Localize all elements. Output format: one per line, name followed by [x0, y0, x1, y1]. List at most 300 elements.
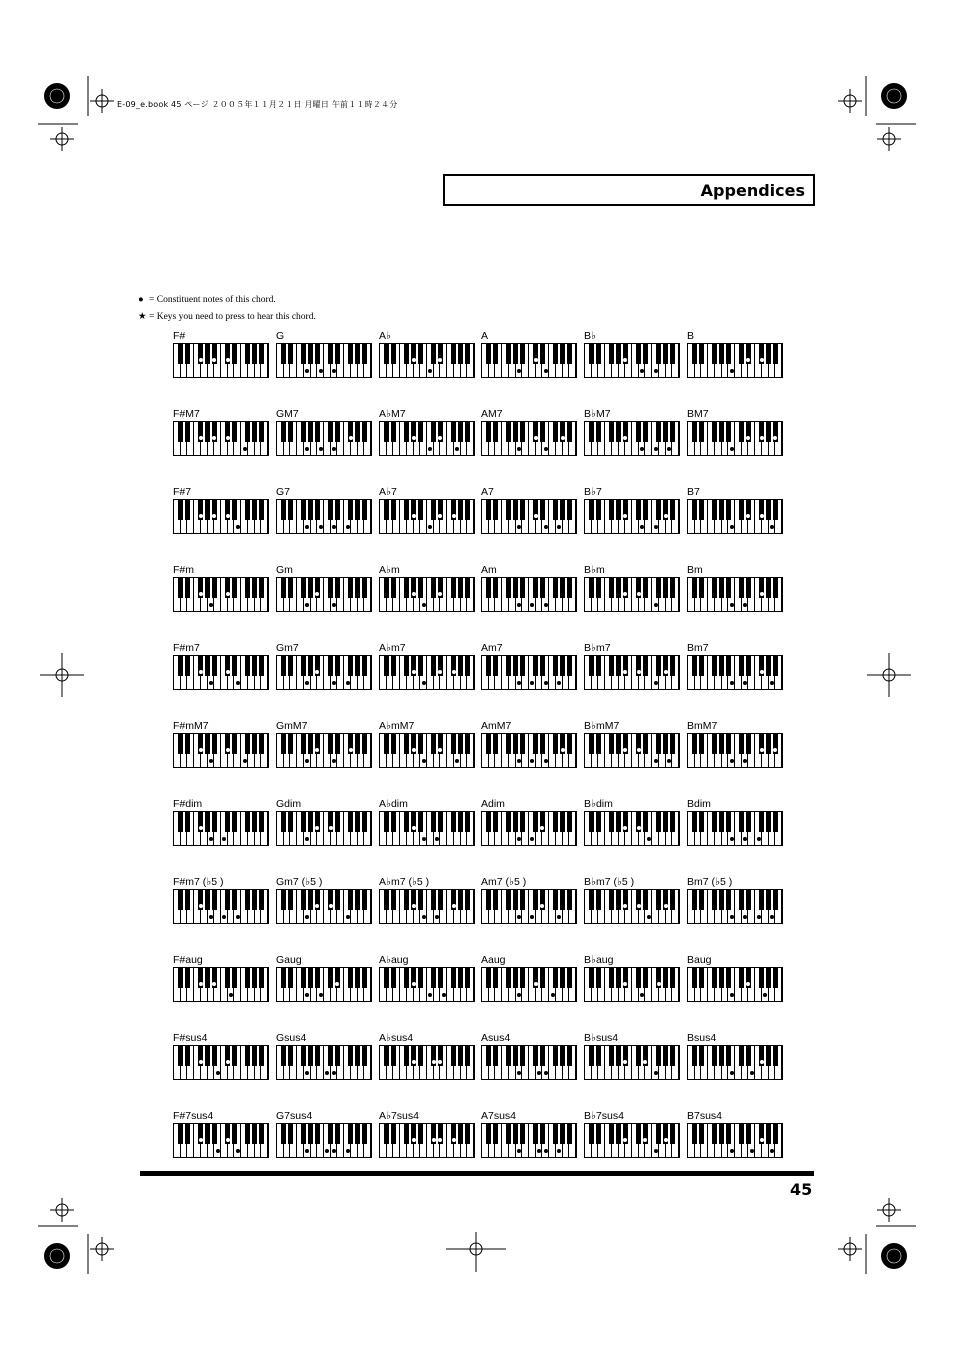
black-key	[670, 890, 675, 910]
black-key	[328, 968, 333, 988]
black-key	[205, 344, 210, 364]
black-key	[560, 968, 565, 988]
black-key	[567, 656, 572, 676]
black-key	[589, 656, 594, 676]
chord-name: A♭7	[379, 486, 397, 498]
star-icon: ★	[138, 312, 147, 322]
black-key	[232, 500, 237, 520]
black-key	[355, 734, 360, 754]
black-key	[726, 656, 731, 676]
black-key	[328, 500, 333, 520]
chord-name: A♭dim	[379, 798, 408, 810]
black-key	[520, 344, 525, 364]
note-dot	[199, 358, 203, 362]
black-key	[540, 1124, 545, 1144]
black-key	[670, 812, 675, 832]
black-key	[670, 734, 675, 754]
black-key	[288, 968, 293, 988]
chord-diagram	[687, 642, 783, 714]
black-key	[458, 656, 463, 676]
black-key	[391, 1124, 396, 1144]
black-key	[739, 656, 744, 676]
black-key	[636, 968, 641, 988]
note-dot	[199, 1138, 203, 1142]
black-key	[205, 734, 210, 754]
black-key	[506, 344, 511, 364]
chord-diagram	[481, 486, 577, 558]
chord-name: BM7	[687, 408, 709, 420]
black-key	[232, 1046, 237, 1066]
note-dot	[544, 1149, 548, 1153]
black-key	[766, 1124, 771, 1144]
chord-name: F#aug	[173, 954, 203, 966]
black-key	[663, 812, 668, 832]
black-key	[404, 1046, 409, 1066]
note-dot	[199, 982, 203, 986]
black-key	[212, 812, 217, 832]
black-key	[493, 656, 498, 676]
note-dot	[730, 915, 734, 919]
black-key	[451, 812, 456, 832]
black-key	[178, 500, 183, 520]
black-key	[616, 734, 621, 754]
note-dot	[534, 358, 538, 362]
black-key	[596, 422, 601, 442]
black-key	[418, 812, 423, 832]
chord-diagram	[276, 954, 372, 1026]
black-key	[520, 656, 525, 676]
keyboard-diagram	[379, 889, 475, 924]
note-dot	[760, 592, 764, 596]
black-key	[766, 890, 771, 910]
chord-name: GmM7	[276, 720, 308, 732]
note-dot	[226, 1138, 230, 1142]
black-key	[773, 890, 778, 910]
black-key	[431, 344, 436, 364]
black-key	[520, 1124, 525, 1144]
black-key	[726, 344, 731, 364]
chord-name: B♭M7	[584, 408, 611, 420]
black-key	[335, 578, 340, 598]
chord-diagram	[379, 876, 475, 948]
chord-diagram	[173, 720, 269, 792]
black-key	[362, 344, 367, 364]
black-key	[699, 500, 704, 520]
note-dot	[329, 826, 333, 830]
note-dot	[544, 681, 548, 685]
note-dot	[199, 826, 203, 830]
black-key	[506, 500, 511, 520]
black-key	[656, 500, 661, 520]
black-key	[589, 422, 594, 442]
black-key	[520, 968, 525, 988]
black-key	[245, 422, 250, 442]
black-key	[451, 968, 456, 988]
black-key	[533, 656, 538, 676]
note-dot	[667, 759, 671, 763]
note-dot	[319, 525, 323, 529]
black-key	[259, 1046, 264, 1066]
keyboard-diagram	[584, 733, 680, 768]
black-key	[506, 812, 511, 832]
chord-diagram	[584, 954, 680, 1026]
note-dot	[534, 436, 538, 440]
black-key	[567, 422, 572, 442]
chord-diagram	[584, 798, 680, 870]
chord-diagram	[687, 720, 783, 792]
black-key	[699, 890, 704, 910]
note-dot	[346, 681, 350, 685]
legend-star-text: = Keys you need to press to hear this chord.	[149, 312, 316, 322]
note-dot	[209, 759, 213, 763]
black-key	[288, 890, 293, 910]
black-key	[259, 500, 264, 520]
black-key	[301, 968, 306, 988]
black-key	[520, 578, 525, 598]
black-key	[699, 734, 704, 754]
black-key	[438, 812, 443, 832]
black-key	[616, 812, 621, 832]
black-key	[245, 656, 250, 676]
black-key	[391, 890, 396, 910]
black-key	[567, 968, 572, 988]
black-key	[656, 1124, 661, 1144]
note-dot	[236, 681, 240, 685]
black-key	[513, 1124, 518, 1144]
black-key	[486, 344, 491, 364]
black-key	[739, 734, 744, 754]
black-key	[384, 734, 389, 754]
black-key	[773, 344, 778, 364]
black-key	[739, 344, 744, 364]
black-key	[540, 578, 545, 598]
black-key	[540, 656, 545, 676]
keyboard-diagram	[481, 1045, 577, 1080]
black-key	[746, 812, 751, 832]
chord-name: B♭7sus4	[584, 1110, 624, 1122]
chord-diagram	[687, 954, 783, 1026]
black-key	[451, 578, 456, 598]
black-key	[567, 344, 572, 364]
black-key	[766, 578, 771, 598]
black-key	[712, 578, 717, 598]
chord-diagram	[276, 720, 372, 792]
black-key	[232, 578, 237, 598]
black-key	[384, 812, 389, 832]
black-key	[281, 734, 286, 754]
black-key	[766, 734, 771, 754]
black-key	[232, 422, 237, 442]
black-key	[739, 968, 744, 988]
black-key	[348, 1124, 353, 1144]
black-key	[636, 344, 641, 364]
black-key	[431, 578, 436, 598]
note-dot	[517, 447, 521, 451]
black-key	[643, 500, 648, 520]
keyboard-diagram	[584, 811, 680, 846]
black-key	[553, 578, 558, 598]
black-key	[308, 344, 313, 364]
keyboard-diagram	[687, 499, 783, 534]
black-key	[766, 344, 771, 364]
black-key	[391, 734, 396, 754]
note-dot	[422, 915, 426, 919]
black-key	[335, 344, 340, 364]
black-key	[404, 968, 409, 988]
black-key	[589, 500, 594, 520]
note-dot	[750, 1071, 754, 1075]
black-key	[553, 812, 558, 832]
chord-diagram	[173, 408, 269, 480]
note-dot	[517, 603, 521, 607]
black-key	[513, 422, 518, 442]
black-key	[404, 812, 409, 832]
black-key	[391, 812, 396, 832]
chord-name: B♭aug	[584, 954, 614, 966]
chord-diagram	[584, 1032, 680, 1104]
chord-diagram	[379, 798, 475, 870]
black-key	[589, 890, 594, 910]
note-dot	[432, 1138, 436, 1142]
note-dot	[517, 369, 521, 373]
black-key	[185, 812, 190, 832]
keyboard-diagram	[481, 655, 577, 690]
note-dot	[657, 982, 661, 986]
black-key	[288, 1124, 293, 1144]
chord-name: A7	[481, 486, 494, 498]
black-key	[232, 812, 237, 832]
chord-diagram	[379, 486, 475, 558]
chord-name: F#sus4	[173, 1032, 208, 1044]
black-key	[348, 578, 353, 598]
note-dot	[422, 837, 426, 841]
note-dot	[412, 514, 416, 518]
black-key	[540, 344, 545, 364]
chord-diagram	[379, 330, 475, 402]
note-dot	[544, 525, 548, 529]
black-key	[259, 734, 264, 754]
black-key	[288, 656, 293, 676]
keyboard-diagram	[481, 811, 577, 846]
black-key	[252, 734, 257, 754]
keyboard-diagram	[687, 733, 783, 768]
black-key	[596, 344, 601, 364]
black-key	[670, 1124, 675, 1144]
note-dot	[216, 1071, 220, 1075]
black-key	[560, 890, 565, 910]
black-key	[589, 734, 594, 754]
black-key	[384, 500, 389, 520]
note-dot	[226, 514, 230, 518]
black-key	[288, 422, 293, 442]
black-key	[438, 890, 443, 910]
chord-diagram	[379, 954, 475, 1026]
black-key	[560, 344, 565, 364]
note-dot	[551, 993, 555, 997]
black-key	[259, 968, 264, 988]
black-key	[335, 812, 340, 832]
black-key	[739, 1046, 744, 1066]
black-key	[328, 422, 333, 442]
black-key	[506, 1124, 511, 1144]
keyboard-diagram	[173, 421, 269, 456]
black-key	[328, 1046, 333, 1066]
black-key	[465, 578, 470, 598]
black-key	[431, 500, 436, 520]
black-key	[636, 1124, 641, 1144]
black-key	[178, 890, 183, 910]
chord-name: Bm7 (♭5 )	[687, 876, 733, 888]
chord-diagram	[173, 486, 269, 558]
black-key	[281, 656, 286, 676]
black-key	[609, 812, 614, 832]
black-key	[609, 422, 614, 442]
black-key	[596, 1046, 601, 1066]
black-key	[348, 500, 353, 520]
black-key	[418, 1124, 423, 1144]
black-key	[328, 1124, 333, 1144]
black-key	[391, 1046, 396, 1066]
footer-rule	[140, 1171, 814, 1176]
note-dot	[236, 525, 240, 529]
note-dot	[422, 759, 426, 763]
black-key	[746, 1124, 751, 1144]
black-key	[616, 578, 621, 598]
black-key	[245, 890, 250, 910]
black-key	[288, 500, 293, 520]
note-dot	[517, 759, 521, 763]
legend-dot-text: = Constituent notes of this chord.	[149, 295, 276, 305]
chord-name: B7	[687, 486, 700, 498]
keyboard-diagram	[687, 343, 783, 378]
keyboard-diagram	[687, 1045, 783, 1080]
black-key	[719, 734, 724, 754]
note-dot	[544, 447, 548, 451]
black-key	[712, 890, 717, 910]
black-key	[391, 500, 396, 520]
black-key	[643, 968, 648, 988]
chord-diagram	[481, 642, 577, 714]
black-key	[609, 500, 614, 520]
chord-diagram	[173, 798, 269, 870]
note-dot	[654, 1071, 658, 1075]
black-key	[540, 500, 545, 520]
chord-name: A♭7sus4	[379, 1110, 419, 1122]
black-key	[451, 1046, 456, 1066]
black-key	[692, 968, 697, 988]
note-dot	[544, 1071, 548, 1075]
black-key	[458, 968, 463, 988]
chord-name: B♭sus4	[584, 1032, 619, 1044]
note-dot	[654, 525, 658, 529]
black-key	[533, 734, 538, 754]
black-key	[719, 422, 724, 442]
black-key	[553, 1046, 558, 1066]
black-key	[656, 422, 661, 442]
black-key	[404, 578, 409, 598]
black-key	[245, 812, 250, 832]
note-dot	[517, 525, 521, 529]
black-key	[643, 344, 648, 364]
black-key	[692, 734, 697, 754]
black-key	[773, 1046, 778, 1066]
black-key	[506, 1046, 511, 1066]
black-key	[384, 968, 389, 988]
note-dot	[750, 1149, 754, 1153]
black-key	[520, 734, 525, 754]
black-key	[692, 812, 697, 832]
black-key	[281, 1124, 286, 1144]
black-key	[335, 1124, 340, 1144]
chord-name: Gsus4	[276, 1032, 307, 1044]
black-key	[712, 500, 717, 520]
chord-name: A♭m	[379, 564, 400, 576]
note-dot	[654, 681, 658, 685]
black-key	[712, 656, 717, 676]
keyboard-diagram	[584, 1123, 680, 1158]
chord-name: AmM7	[481, 720, 512, 732]
note-dot	[346, 915, 350, 919]
chord-diagram	[584, 720, 680, 792]
black-key	[560, 656, 565, 676]
chord-name: F#mM7	[173, 720, 209, 732]
black-key	[355, 1124, 360, 1144]
note-dot	[226, 436, 230, 440]
keyboard-diagram	[584, 499, 680, 534]
note-dot	[544, 369, 548, 373]
keyboard-diagram	[379, 499, 475, 534]
note-dot	[517, 681, 521, 685]
black-key	[643, 734, 648, 754]
black-key	[726, 890, 731, 910]
black-key	[567, 734, 572, 754]
black-key	[609, 890, 614, 910]
black-key	[560, 1124, 565, 1144]
note-dot	[760, 670, 764, 674]
chord-diagram	[584, 642, 680, 714]
keyboard-diagram	[173, 889, 269, 924]
black-key	[493, 1124, 498, 1144]
keyboard-diagram	[173, 577, 269, 612]
keyboard-diagram	[584, 577, 680, 612]
black-key	[609, 968, 614, 988]
black-key	[533, 890, 538, 910]
chord-name: B♭	[584, 330, 596, 342]
chord-diagram	[687, 408, 783, 480]
black-key	[355, 812, 360, 832]
black-key	[616, 1124, 621, 1144]
black-key	[281, 1046, 286, 1066]
black-key	[348, 968, 353, 988]
note-dot	[349, 436, 353, 440]
chord-diagram	[173, 876, 269, 948]
note-dot	[534, 514, 538, 518]
black-key	[232, 890, 237, 910]
note-dot	[647, 915, 651, 919]
black-key	[636, 1046, 641, 1066]
black-key	[609, 344, 614, 364]
black-key	[656, 656, 661, 676]
chord-name: A♭sus4	[379, 1032, 414, 1044]
black-key	[252, 500, 257, 520]
black-key	[589, 1046, 594, 1066]
keyboard-diagram	[173, 811, 269, 846]
section-title: Appendices	[700, 181, 805, 200]
note-dot	[226, 1060, 230, 1064]
chord-diagram	[481, 720, 577, 792]
black-key	[759, 890, 764, 910]
note-dot	[199, 1060, 203, 1064]
